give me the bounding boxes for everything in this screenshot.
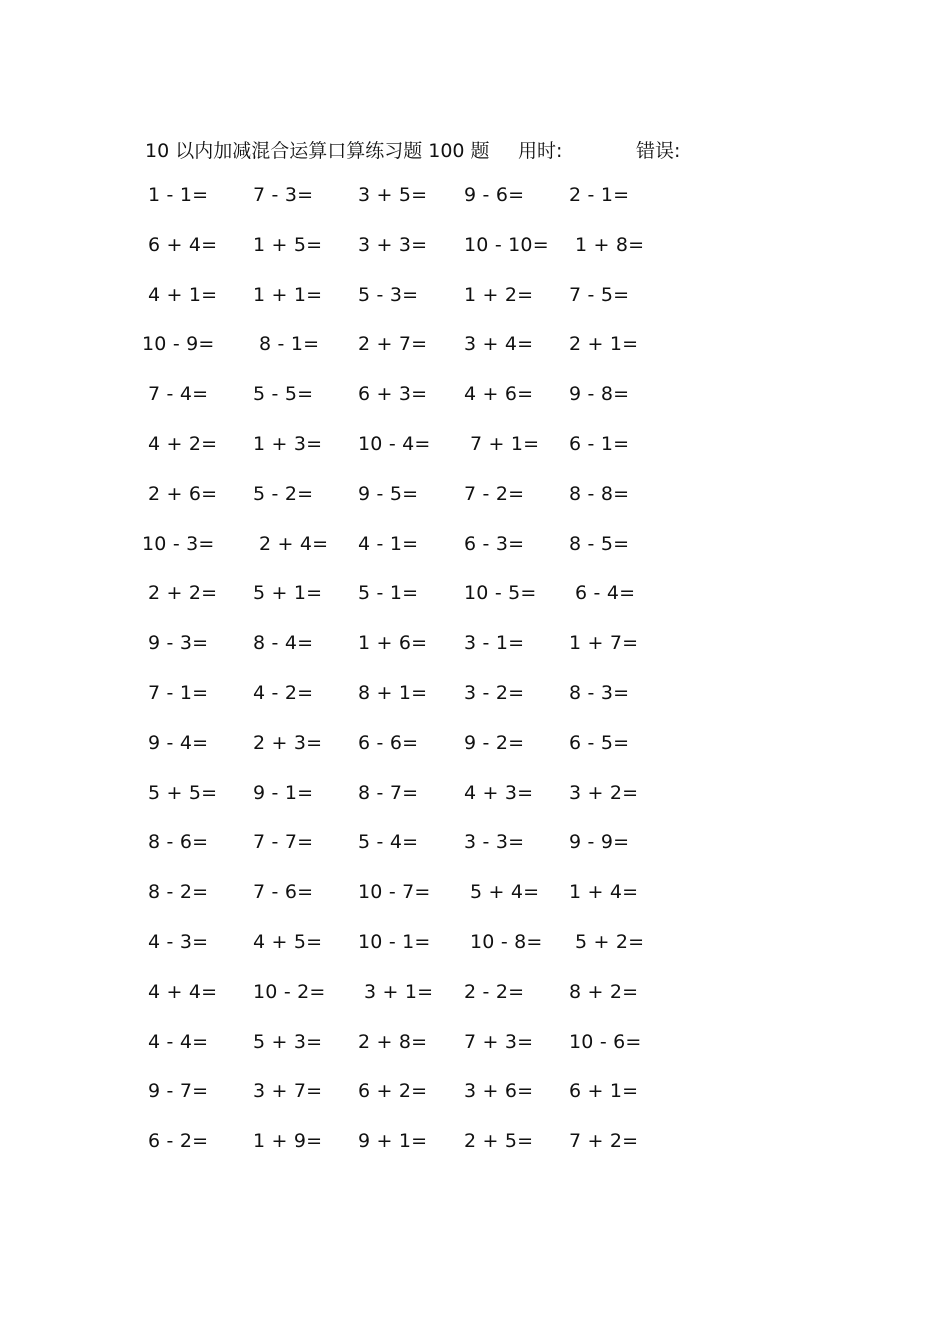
worksheet-title: 10 以内加减混合运算口算练习题 100 题 (145, 140, 490, 162)
math-problem: 9 - 6= (464, 184, 525, 206)
problem-row (148, 782, 708, 812)
problem-row (142, 333, 708, 363)
math-problem: 1 + 3= (253, 433, 323, 455)
math-problem: 7 - 4= (148, 383, 209, 406)
math-problem: 9 - 1= (253, 781, 314, 804)
math-problem: 3 - 1= (464, 632, 525, 655)
math-problem: 1 + 7= (569, 632, 639, 655)
math-problem: 8 - 2= (148, 881, 209, 904)
math-problem: 7 - 5= (569, 283, 630, 306)
math-problem: 7 + 1= (470, 433, 540, 455)
math-problem: 3 - 3= (464, 831, 525, 854)
math-problem: 8 + 2= (569, 980, 639, 1003)
problem-row (148, 682, 708, 712)
math-problem: 5 + 3= (253, 1030, 323, 1053)
math-problem: 8 - 3= (569, 682, 630, 704)
math-problem: 3 + 6= (464, 1080, 534, 1103)
math-problem: 5 - 1= (358, 582, 419, 605)
problem-row (148, 1031, 708, 1061)
errors-label: 错误: (636, 140, 681, 162)
math-problem: 9 - 8= (569, 383, 630, 406)
math-problem: 10 - 3= (142, 532, 215, 555)
math-problem: 1 + 8= (575, 233, 645, 256)
math-problem: 10 - 10= (464, 233, 549, 256)
math-problem: 10 - 2= (253, 980, 326, 1003)
math-problem: 10 - 1= (358, 931, 431, 953)
math-problem: 4 + 5= (253, 931, 323, 953)
problem-row (148, 383, 708, 413)
math-problem: 5 + 2= (575, 931, 645, 953)
math-problem: 5 - 2= (253, 482, 314, 505)
math-problem: 1 + 1= (253, 283, 323, 306)
math-problem: 10 - 4= (358, 433, 431, 455)
problem-row (148, 1080, 708, 1110)
math-problem: 3 + 5= (358, 184, 428, 206)
math-problem: 4 - 2= (253, 682, 314, 704)
math-problem: 7 + 2= (569, 1130, 639, 1153)
problem-row (148, 981, 708, 1011)
time-label: 用时: (518, 140, 563, 162)
math-problem: 9 - 7= (148, 1080, 209, 1103)
math-problem: 2 + 4= (259, 532, 329, 555)
math-problem: 8 - 8= (569, 482, 630, 505)
math-problem: 1 + 4= (569, 881, 639, 904)
math-problem: 6 + 1= (569, 1080, 639, 1103)
problem-row (148, 732, 708, 762)
math-problem: 10 - 5= (464, 582, 537, 605)
math-problem: 10 - 7= (358, 881, 431, 904)
math-problem: 6 - 5= (569, 731, 630, 754)
math-problem: 7 - 1= (148, 682, 209, 704)
math-problem: 5 + 4= (470, 881, 540, 904)
math-problem: 2 + 3= (253, 731, 323, 754)
math-problem: 4 + 6= (464, 383, 534, 406)
math-problem: 9 - 5= (358, 482, 419, 505)
math-problem: 4 + 1= (148, 283, 218, 306)
math-problem: 3 + 1= (364, 980, 434, 1003)
math-problem: 10 - 8= (470, 931, 543, 953)
math-problem: 4 + 2= (148, 433, 218, 455)
math-problem: 2 + 8= (358, 1030, 428, 1053)
math-problem: 6 + 4= (148, 233, 218, 256)
problem-row (148, 483, 708, 513)
math-problem: 7 + 3= (464, 1030, 534, 1053)
problem-row (148, 881, 708, 911)
math-problem: 1 - 1= (148, 184, 209, 206)
math-problem: 3 + 3= (358, 233, 428, 256)
problem-row (148, 234, 708, 264)
math-problem: 3 + 7= (253, 1080, 323, 1103)
math-problem: 8 - 4= (253, 632, 314, 655)
math-problem: 8 - 6= (148, 831, 209, 854)
math-problem: 3 - 2= (464, 682, 525, 704)
problem-row (148, 433, 708, 463)
math-problem: 4 + 3= (464, 781, 534, 804)
math-problem: 3 + 4= (464, 333, 534, 356)
math-problem: 6 + 2= (358, 1080, 428, 1103)
math-problem: 1 + 2= (464, 283, 534, 306)
math-problem: 5 - 5= (253, 383, 314, 406)
math-problem: 2 - 1= (569, 184, 630, 206)
math-problem: 4 + 4= (148, 980, 218, 1003)
problem-row (142, 532, 708, 563)
problem-row (148, 831, 708, 861)
math-problem: 5 - 4= (358, 831, 419, 854)
math-problem: 7 - 2= (464, 482, 525, 505)
math-problem: 5 + 1= (253, 582, 323, 605)
math-problem: 9 + 1= (358, 1130, 428, 1153)
math-problem: 7 - 7= (253, 831, 314, 854)
math-problem: 2 + 2= (148, 582, 218, 605)
math-problem: 9 - 3= (148, 632, 209, 655)
math-problem: 6 - 1= (569, 433, 630, 455)
math-problem: 4 - 3= (148, 931, 209, 953)
math-problem: 1 + 6= (358, 632, 428, 655)
math-problem: 6 - 2= (148, 1130, 209, 1153)
math-problem: 1 + 5= (253, 233, 323, 256)
math-problem: 8 - 7= (358, 781, 419, 804)
math-problem: 6 - 6= (358, 731, 419, 754)
problem-row (148, 1130, 708, 1160)
math-problem: 8 - 1= (259, 333, 320, 356)
math-problem: 7 - 3= (253, 184, 314, 206)
math-problem: 9 - 4= (148, 731, 209, 754)
math-problem: 2 + 1= (569, 333, 639, 356)
math-problem: 8 + 1= (358, 682, 428, 704)
math-problem: 6 - 3= (464, 532, 525, 555)
math-problem: 8 - 5= (569, 532, 630, 555)
math-problem: 1 + 9= (253, 1130, 323, 1153)
math-problem: 2 - 2= (464, 980, 525, 1003)
math-problem: 10 - 6= (569, 1030, 642, 1053)
problem-row (148, 632, 708, 662)
math-problem: 2 + 6= (148, 482, 218, 505)
math-problem: 2 + 5= (464, 1130, 534, 1153)
math-problem: 9 - 9= (569, 831, 630, 854)
math-problem: 4 - 4= (148, 1030, 209, 1053)
problem-row (148, 582, 708, 612)
math-problem: 10 - 9= (142, 333, 215, 356)
math-problem: 6 - 4= (575, 582, 636, 605)
math-problem: 2 + 7= (358, 333, 428, 356)
math-problem: 6 + 3= (358, 383, 428, 406)
math-problem: 4 - 1= (358, 532, 419, 555)
math-problem: 7 - 6= (253, 881, 314, 904)
math-problem: 5 + 5= (148, 781, 218, 804)
problem-row (148, 184, 708, 214)
math-problem: 3 + 2= (569, 781, 639, 804)
math-problem: 9 - 2= (464, 731, 525, 754)
problem-row (148, 931, 708, 961)
math-problem: 5 - 3= (358, 283, 419, 306)
problem-row (148, 284, 708, 314)
